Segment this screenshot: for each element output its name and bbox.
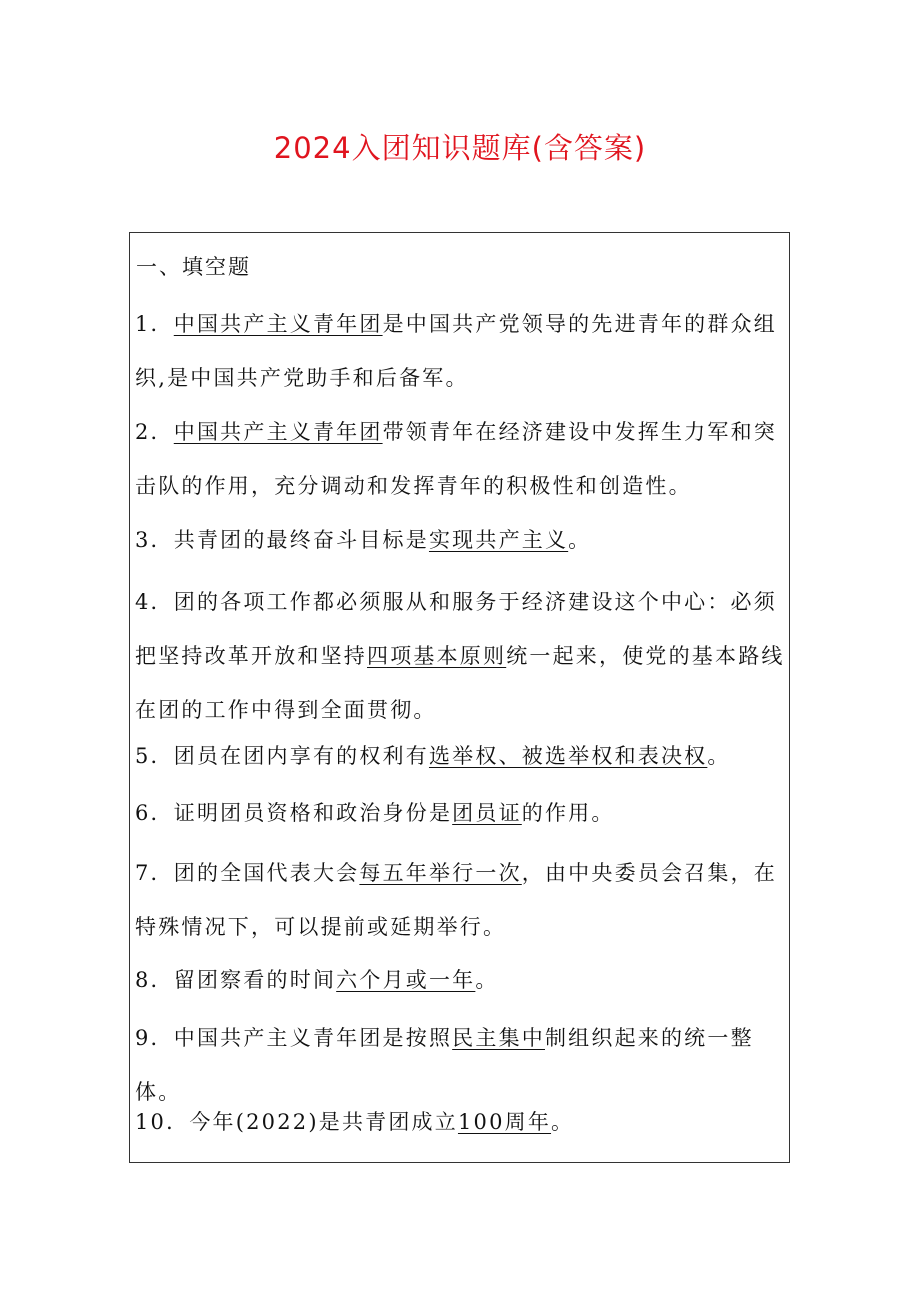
question-text: 9．中国共产主义青年团是按照 (135, 1026, 453, 1050)
answer-underlined: 六个月或一年 (336, 968, 476, 992)
question-text: 3．共青团的最终奋斗目标是 (135, 528, 429, 552)
document-title: 2024入团知识题库(含答案) (273, 131, 647, 165)
question-text: 10．今年(2022)是共青团成立 (135, 1110, 458, 1134)
question-text: ，由中央委员会召集，在特殊情况下，可以提前或延期举行。 (135, 861, 777, 939)
question-text: 2． (135, 420, 174, 444)
section-heading: 一、填空题 (136, 255, 251, 279)
answer-underlined: 选举权、被选举权和表决权 (428, 744, 708, 768)
answer-underlined: 中国共产主义青年团 (173, 312, 383, 336)
question-item-1 (135, 297, 787, 405)
question-text: 5．团员在团内享有的权利有 (135, 744, 429, 768)
question-text: 1． (135, 312, 174, 336)
question-text: 统一起来，使党的基本路线在团的工作中得到全面贯彻。 (135, 644, 785, 722)
question-text: 的作用。 (521, 801, 615, 825)
question-item-3 (135, 513, 787, 567)
answer-underlined: 四项基本原则 (367, 644, 507, 668)
question-item-2 (135, 405, 787, 513)
question-item-5 (135, 729, 787, 783)
question-text: 制组织起来的统一整体。 (135, 1026, 754, 1104)
question-text: 带领青年在经济建设中发挥生力军和突击队的作用，充分调动和发挥青年的积极性和创造性。 (135, 420, 777, 498)
answer-underlined: 实现共产主义 (428, 528, 569, 552)
question-text: 。 (551, 1110, 575, 1134)
question-item-8 (135, 953, 787, 1007)
question-text: 是中国共产党领导的先进青年的群众组织,是中国共产党助手和后备军。 (135, 312, 777, 390)
question-item-10 (135, 1095, 787, 1149)
question-item-4 (135, 575, 787, 737)
answer-underlined: 民主集中 (452, 1026, 545, 1050)
question-box (129, 232, 790, 1163)
question-item-7 (135, 846, 787, 954)
answer-underlined: 团员证 (452, 801, 522, 825)
question-text: 6．证明团员资格和政治身份是 (135, 801, 453, 825)
question-text: 。 (568, 528, 592, 552)
question-text: 4．团的各项工作都必须服从和服务于经济建设这个中心：必须把坚持改革开放和坚持 (135, 590, 777, 668)
answer-underlined: 100周年 (457, 1110, 552, 1134)
answer-underlined: 中国共产主义青年团 (173, 420, 383, 444)
question-item-6 (135, 786, 787, 840)
question-text: 8．留团察看的时间 (135, 968, 337, 992)
answer-underlined: 每五年举行一次 (359, 861, 522, 885)
question-text: 7．团的全国代表大会 (135, 861, 360, 885)
question-text: 。 (475, 968, 499, 992)
question-text: 。 (707, 744, 731, 768)
